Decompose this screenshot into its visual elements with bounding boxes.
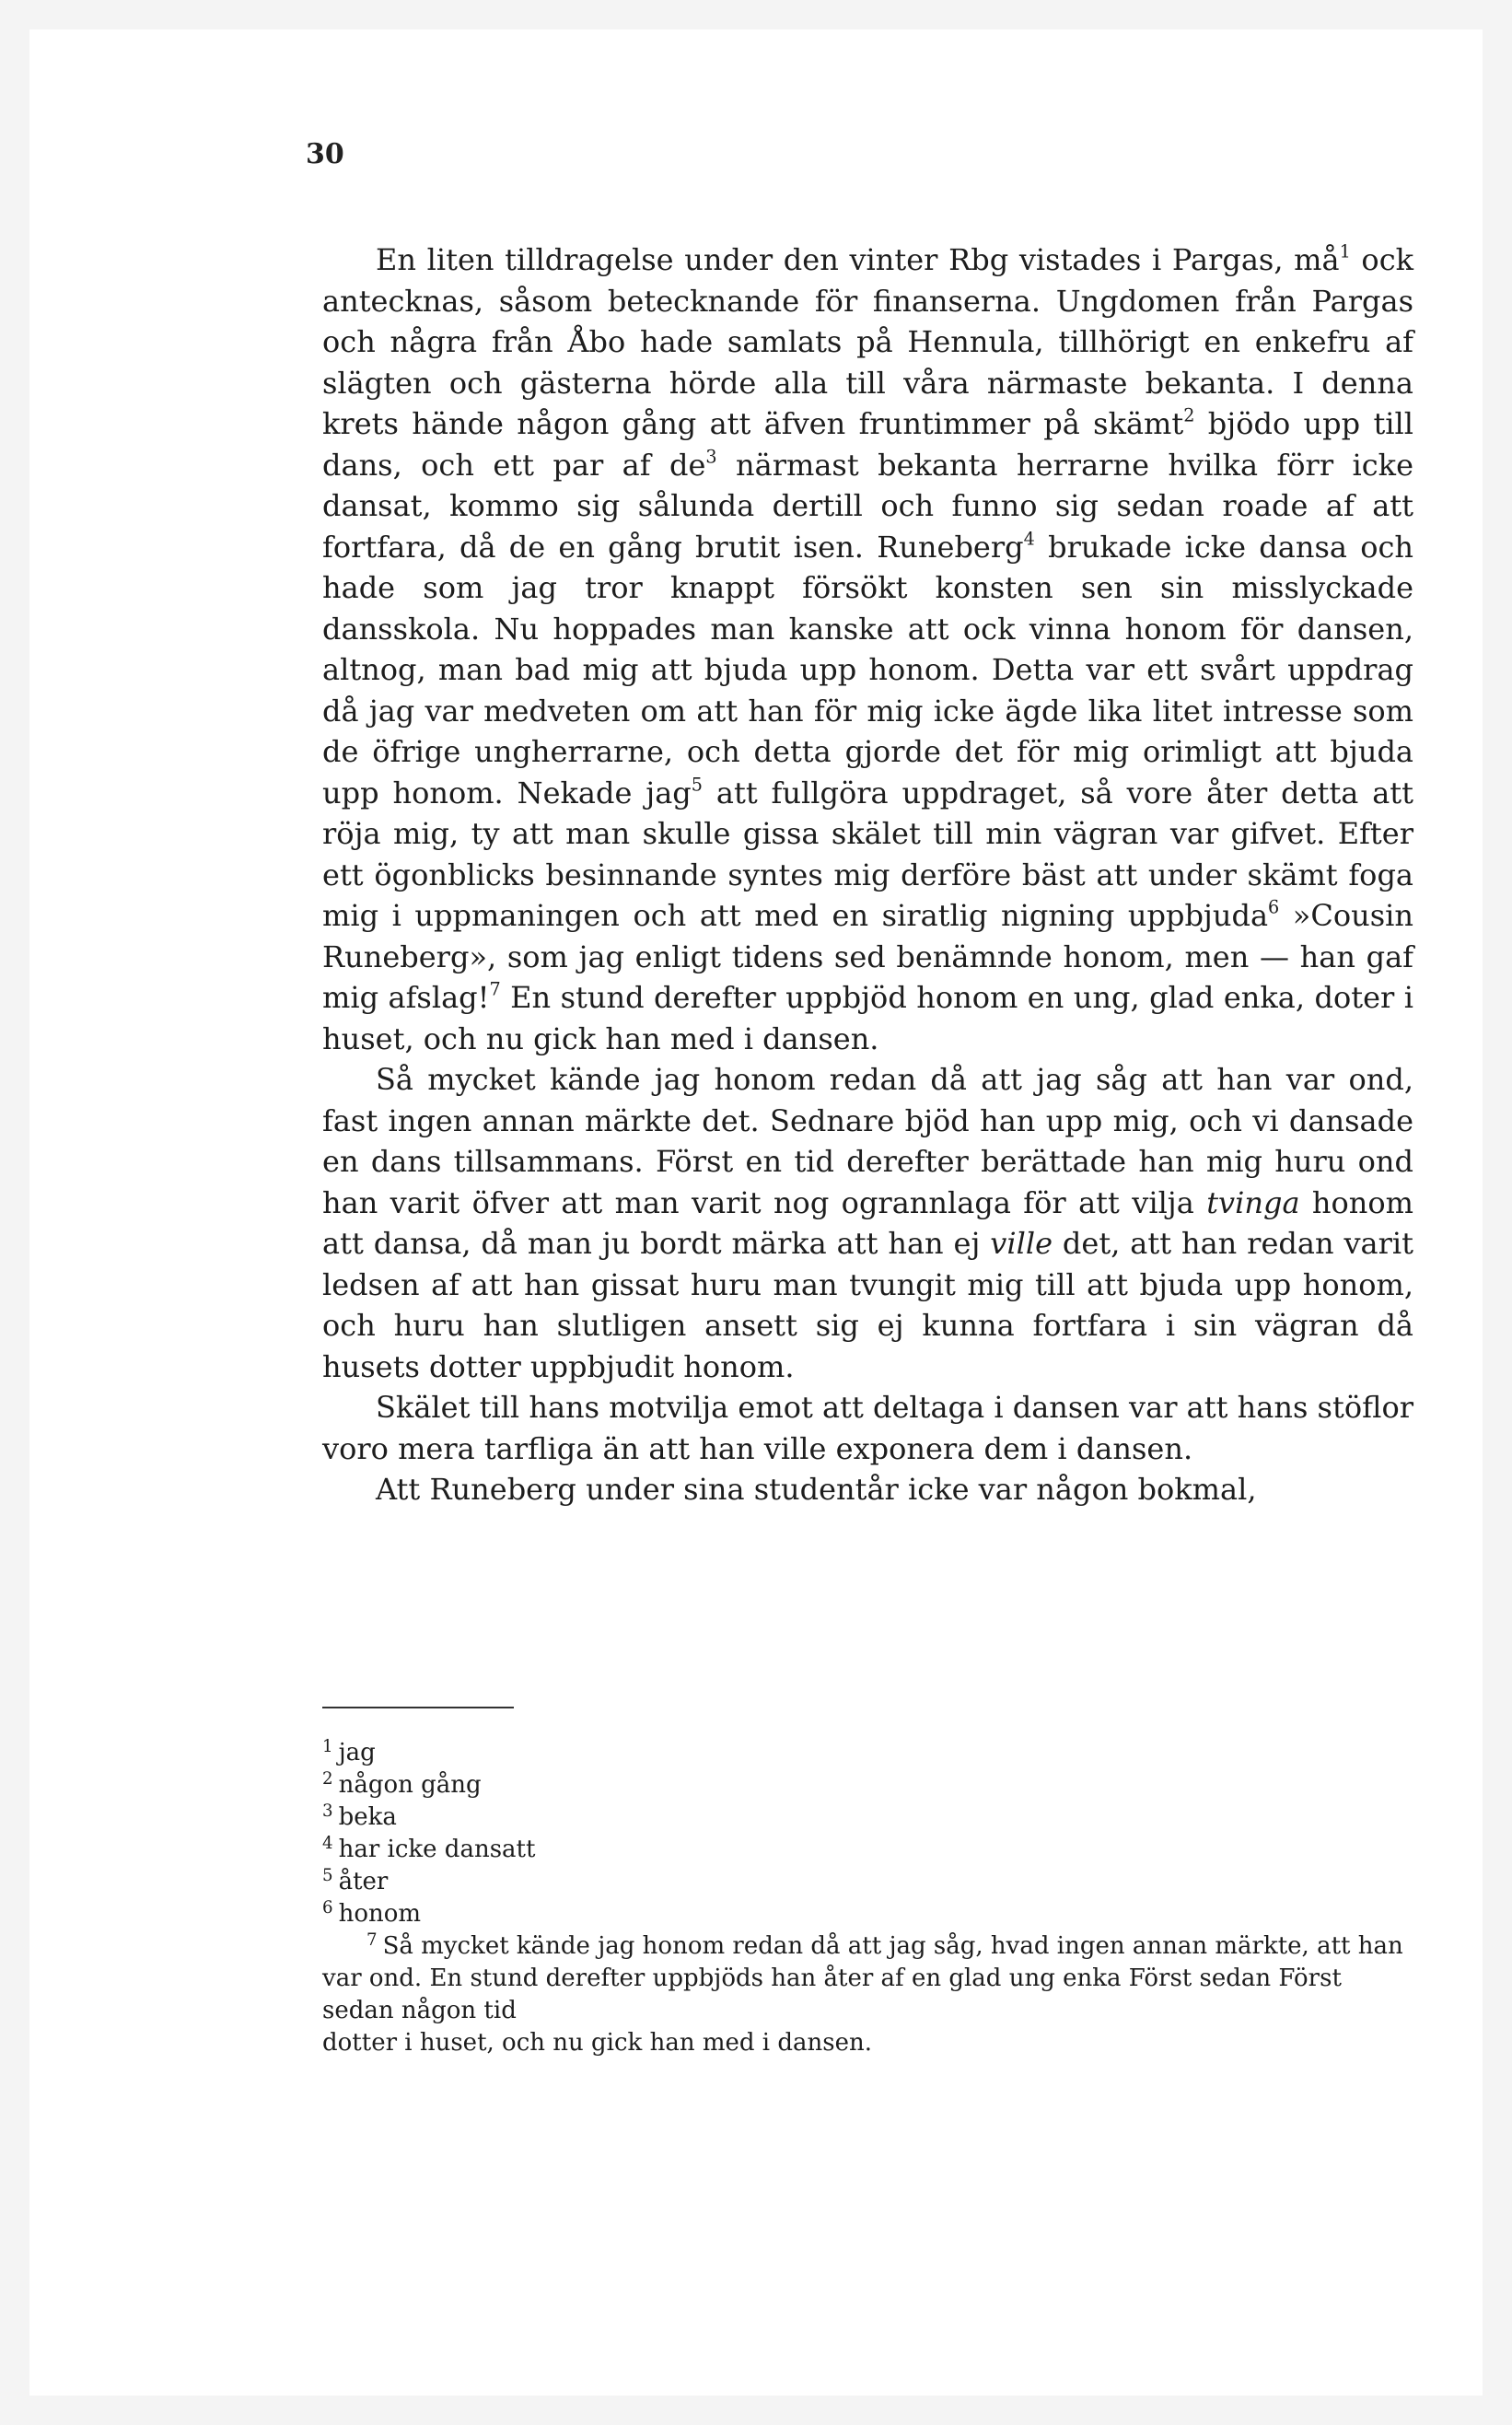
footnote-text: dotter i huset, och nu gick han med i dansen. xyxy=(322,2029,872,2057)
text-run: En stund derefter uppbjöd honom en ung, glad enka, doter i huset, och nu gick han med i dansen. xyxy=(322,980,1414,1056)
paragraph xyxy=(322,1059,1413,1387)
paragraph xyxy=(322,1387,1413,1469)
text-run: ock antecknas, såsom betecknande för finanserna. Ungdomen från Pargas och några från Åbo hade samlats på Hennula, tillhörigt en enkefru af slägten och gästerna hörde alla till våra närmaste bekanta. I denna krets hände någon gång att äfven fruntimmer på skämt xyxy=(322,242,1414,441)
footnote-divider xyxy=(322,1707,514,1708)
italic-word: ville xyxy=(990,1226,1053,1261)
text-run: Så mycket kände jag honom redan då att jag såg att han var ond, fast ingen annan märkte det. Sednare bjöd han upp mig, och vi dansade en dans tillsammans. Först en tid derefter berättade han mig huru ond han varit öfver att man varit nog ogrannlaga för att vilja xyxy=(322,1062,1413,1220)
footnote-marker: 5 xyxy=(691,774,703,796)
footnote xyxy=(322,1866,1413,1898)
footnote-text: åter xyxy=(338,1868,389,1895)
footnote xyxy=(322,1737,1413,1769)
footnote-marker: 7 xyxy=(489,978,501,1000)
footnote-number: 7 xyxy=(366,1930,378,1950)
footnote-number: 6 xyxy=(322,1897,333,1918)
footnote xyxy=(322,1898,1413,1930)
paragraph xyxy=(322,1469,1413,1510)
footnote-number: 1 xyxy=(322,1736,333,1756)
footnote xyxy=(322,1834,1413,1866)
body-text xyxy=(322,239,1413,1510)
footnote-text: honom xyxy=(338,1900,422,1928)
footnote xyxy=(322,1801,1413,1834)
footnote-text: har icke dansatt xyxy=(338,1836,536,1863)
footnote-marker: 2 xyxy=(1183,404,1195,426)
paragraph xyxy=(322,239,1413,1059)
footnote-marker: 4 xyxy=(1023,528,1035,550)
footnote xyxy=(322,2027,1413,2059)
text-run: brukade icke dansa och hade som jag tror knappt försökt konsten sen sin misslyckade dansskola. Nu hoppades man kanske att ock vinna honom för dansen, altnog, man bad mig att bjuda upp honom. Detta var ett svårt uppdrag då jag var medveten om att han för mig icke ägde lika litet intresse som de öfrige ungherrarne, och detta gjorde det för mig orimligt att bjuda upp honom. Nekade jag xyxy=(322,529,1414,810)
text-run: honom att dansa, då man ju bordt märka att han ej xyxy=(322,1184,1414,1261)
footnote-number: 3 xyxy=(322,1801,333,1821)
footnote-text: Så mycket kände jag honom redan då att jag såg, hvad ingen annan märkte, att han var ond. En stund derefter uppbjöds han åter af en glad ung enka Först sedan Först sedan någon tid xyxy=(322,1932,1403,2024)
text-run: Att Runeberg under sina studentår icke var någon bokmal, xyxy=(376,1472,1257,1507)
text-run: Skälet till hans motvilja emot att deltaga i dansen var att hans stöflor voro mera tarfliga än att han ville exponera dem i dansen. xyxy=(322,1390,1413,1466)
text-run: att fullgöra uppdraget, så vore åter detta att röja mig, ty att man skulle gissa skälet till min vägran var gifvet. Efter ett ögonblicks besinnande syntes mig derföre bäst att under skämt foga mig i uppmaningen och att med en siratlig nigning uppbjuda xyxy=(322,775,1413,933)
text-run: bjödo upp till dans, och ett par af de xyxy=(322,406,1414,483)
page-number: 30 xyxy=(306,138,344,170)
text-run: En liten tilldragelse under den vinter Rbg vistades i Pargas, må xyxy=(376,242,1340,277)
footnote-number: 2 xyxy=(322,1768,333,1789)
footnote-marker: 1 xyxy=(1339,240,1351,262)
italic-word: tvinga xyxy=(1206,1184,1300,1220)
footnote-text: jag xyxy=(338,1739,376,1766)
footnotes xyxy=(322,1737,1413,2059)
text-run: det, att han redan varit ledsen af att han gissat huru man tvungit mig till att bjuda upp honom, och huru han slutligen ansett sig ej kunna fortfara i sin vägran då husets dotter uppbjudit honom. xyxy=(322,1226,1414,1384)
text-run: »Cousin Runeberg», som jag enligt tidens sed benämnde honom, men — han gaf mig afslag! xyxy=(322,898,1413,1015)
footnote-number: 4 xyxy=(322,1833,333,1853)
footnote-marker: 6 xyxy=(1268,896,1280,918)
footnote-text: beka xyxy=(338,1803,397,1831)
footnote xyxy=(322,1930,1413,2027)
footnote-marker: 3 xyxy=(705,446,717,468)
footnote-text: någon gång xyxy=(338,1771,482,1799)
text-run: närmast bekanta herrarne hvilka förr icke dansat, kommo sig sålunda dertill och funno sig sedan roade af att fortfara, då de en gång brutit isen. Runeberg xyxy=(322,447,1414,565)
footnote-number: 5 xyxy=(322,1865,333,1885)
book-page xyxy=(29,29,1483,2396)
footnote xyxy=(322,1769,1413,1801)
